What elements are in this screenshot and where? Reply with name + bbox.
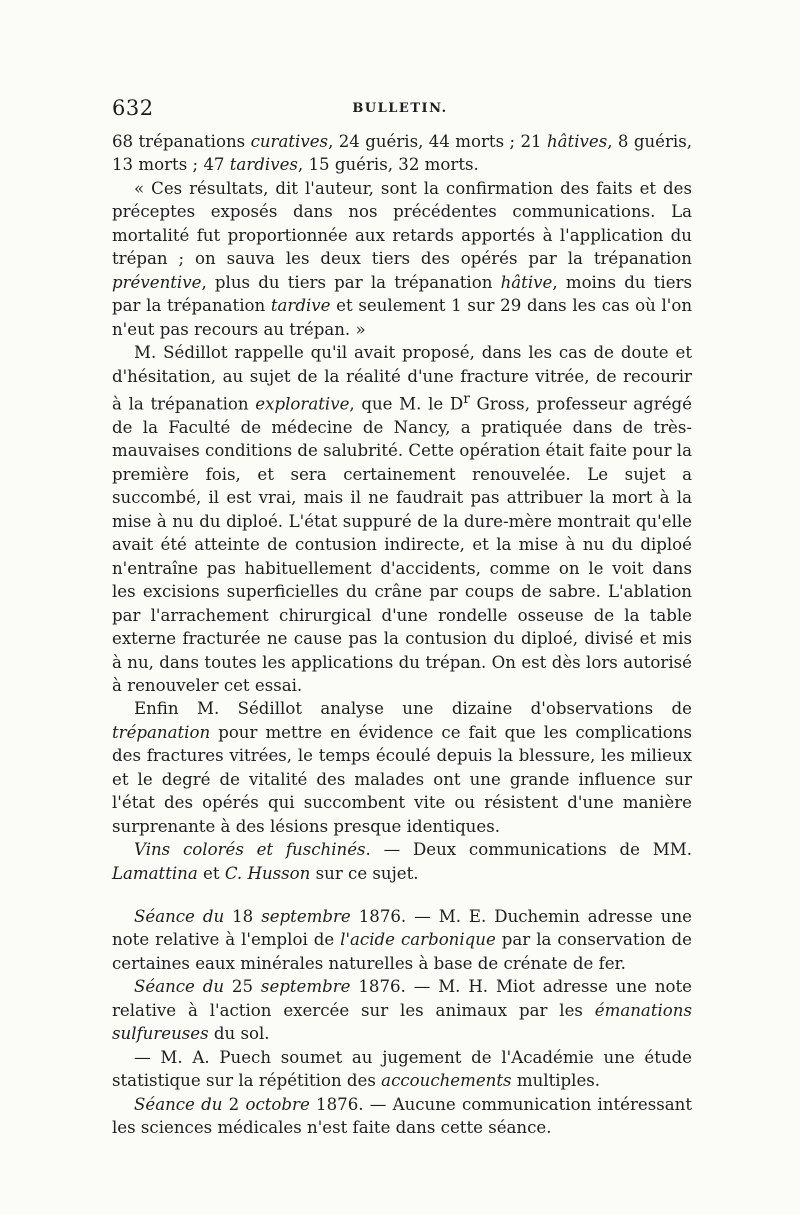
italic-run: hâtives (546, 132, 608, 151)
paragraph-puech (112, 1046, 692, 1093)
italic-run: trépanation (112, 722, 211, 742)
text-run: M. Sédillot rappelle qu'il avait proposé, dans les cas de doute et d'hésitation, au sujet de la réalité d'une fracture vitrée, de recourir à la trépanation (112, 343, 692, 414)
italic-run: hâtive (500, 272, 553, 292)
italic-run: septembre (261, 907, 351, 927)
italic-run: octobre (245, 1094, 310, 1114)
paragraph-sedillot-trepanation (112, 341, 692, 697)
text-run: 1876. — M. H. Miot adresse une note relative à l'action exercée sur les animaux par les (112, 977, 692, 1020)
text-run: 1876. — M. E. Duchemin adresse une note relative à l'emploi de (112, 907, 693, 950)
text-run: du sol. (208, 1024, 270, 1044)
running-head: BULLETIN. (352, 101, 448, 116)
text-run: multiples. (511, 1071, 601, 1091)
page-number: 632 (112, 96, 154, 120)
text-run: « Ces résultats, dit l'auteur, sont la confirmation des faits et des préceptes exposés dans nos précédentes communications. La mortalité fut proportionnée aux retards apportés à l'application du trépan ; on sauva les deux tiers des opérés par la trépanation (112, 178, 692, 269)
page-header (112, 96, 688, 126)
italic-run: émanations sulfureuses (112, 1000, 692, 1044)
text-run: . — Deux communications de MM. (365, 840, 692, 860)
paragraph-author-quote (112, 177, 692, 341)
text-run: , plus du tiers par la trépanation (201, 272, 501, 292)
text-run: , 15 guéris, 32 morts. (297, 155, 479, 175)
text-run: , 24 guéris, 44 morts ; 21 (328, 132, 547, 151)
superscript-run: r (463, 390, 470, 407)
text-run: par la conservation de certaines eaux minérales naturelles à base de crénate de fer. (112, 930, 692, 973)
text-run: — M. A. Puech soumet au jugement de l'Académie une étude statistique sur la répétition des (112, 1047, 692, 1091)
text-run: sur ce sujet. (310, 863, 419, 883)
italic-run: Séance du (134, 977, 225, 997)
text-run: , 8 guéris, 13 morts ; 47 (112, 132, 692, 175)
text-run: , que M. le D (349, 394, 464, 414)
italic-run: C. Husson (224, 863, 311, 883)
italic-run: curatives (250, 132, 329, 151)
italic-run: accouchements (381, 1071, 512, 1091)
italic-run: Séance du (134, 1094, 223, 1114)
paragraph-seance-25-septembre (112, 975, 692, 1045)
text-run: pour mettre en évidence ce fait que les complications des fractures vitrées, le temps écoulé depuis la blessure, les milieux et le degré de vitalité des malades ont une grande influence sur l'état des opérés qui succombent vite ou résistent d'une manière surprenante à des lésions presque identiques. (112, 722, 692, 836)
italic-run: Lamattina (112, 863, 198, 883)
italic-run: septembre (260, 977, 351, 997)
text-run: , moins du tiers par la trépanation (112, 272, 693, 316)
text-run: 25 (224, 977, 261, 997)
italic-run: préventive (112, 272, 202, 292)
text-run: 2 (222, 1094, 246, 1114)
italic-run: tardives (229, 155, 298, 175)
italic-run: tardive (270, 296, 331, 316)
paragraph-vins-colores (112, 838, 692, 885)
text-run: Enfin M. Sédillot analyse une dizaine d'observations de (134, 699, 692, 719)
paragraph-seance-2-octobre (112, 1093, 692, 1140)
text-run: et (197, 863, 225, 883)
italic-run: Séance du (134, 907, 225, 927)
paragraph-sedillot-observations (112, 697, 692, 838)
paragraph-results (112, 130, 692, 177)
body-text (112, 130, 692, 1140)
text-run: Gross, professeur agrégé de la Faculté de médecine de Nancy, a pratiquée dans de très-mauvaises conditions de salubrité. Cette opération était faite pour la première fois, et sera certainement renouvelée. Le sujet a succombé, il est vrai, mais il ne faudrait pas attribuer la mort à la mise à nu du diploé. L'état suppuré de la dure-mère montrait qu'elle avait été atteinte de contusion indirecte, et la mise à nu du diploé n'entraîne pas habituellement d'accidents, comme on le voit dans les excisions superficielles du crâne par coups de sabre. L'ablation par l'arrachement chirurgical d'une rondelle osseuse de la table externe fracturée ne cause pas la contusion du diploé, divisé et mis à nu, dans toutes les applications du trépan. On est dès lors autorisé à renouveler cet essai. (112, 394, 693, 695)
text-run: 68 trépanations (112, 132, 251, 151)
italic-run: l'acide carbonique (340, 930, 496, 950)
paragraph-seance-18-septembre (112, 905, 692, 975)
italic-run: explorative (255, 394, 350, 414)
italic-run: Vins colorés et fuschinés (134, 840, 366, 860)
text-run: 18 (224, 907, 262, 927)
text-run: et seulement 1 sur 29 dans les cas où l'on n'eut pas recours au trépan. » (112, 296, 693, 339)
text-run: 1876. — Aucune communication intéressant les sciences médicales n'est faite dans cette séance. (112, 1094, 693, 1138)
